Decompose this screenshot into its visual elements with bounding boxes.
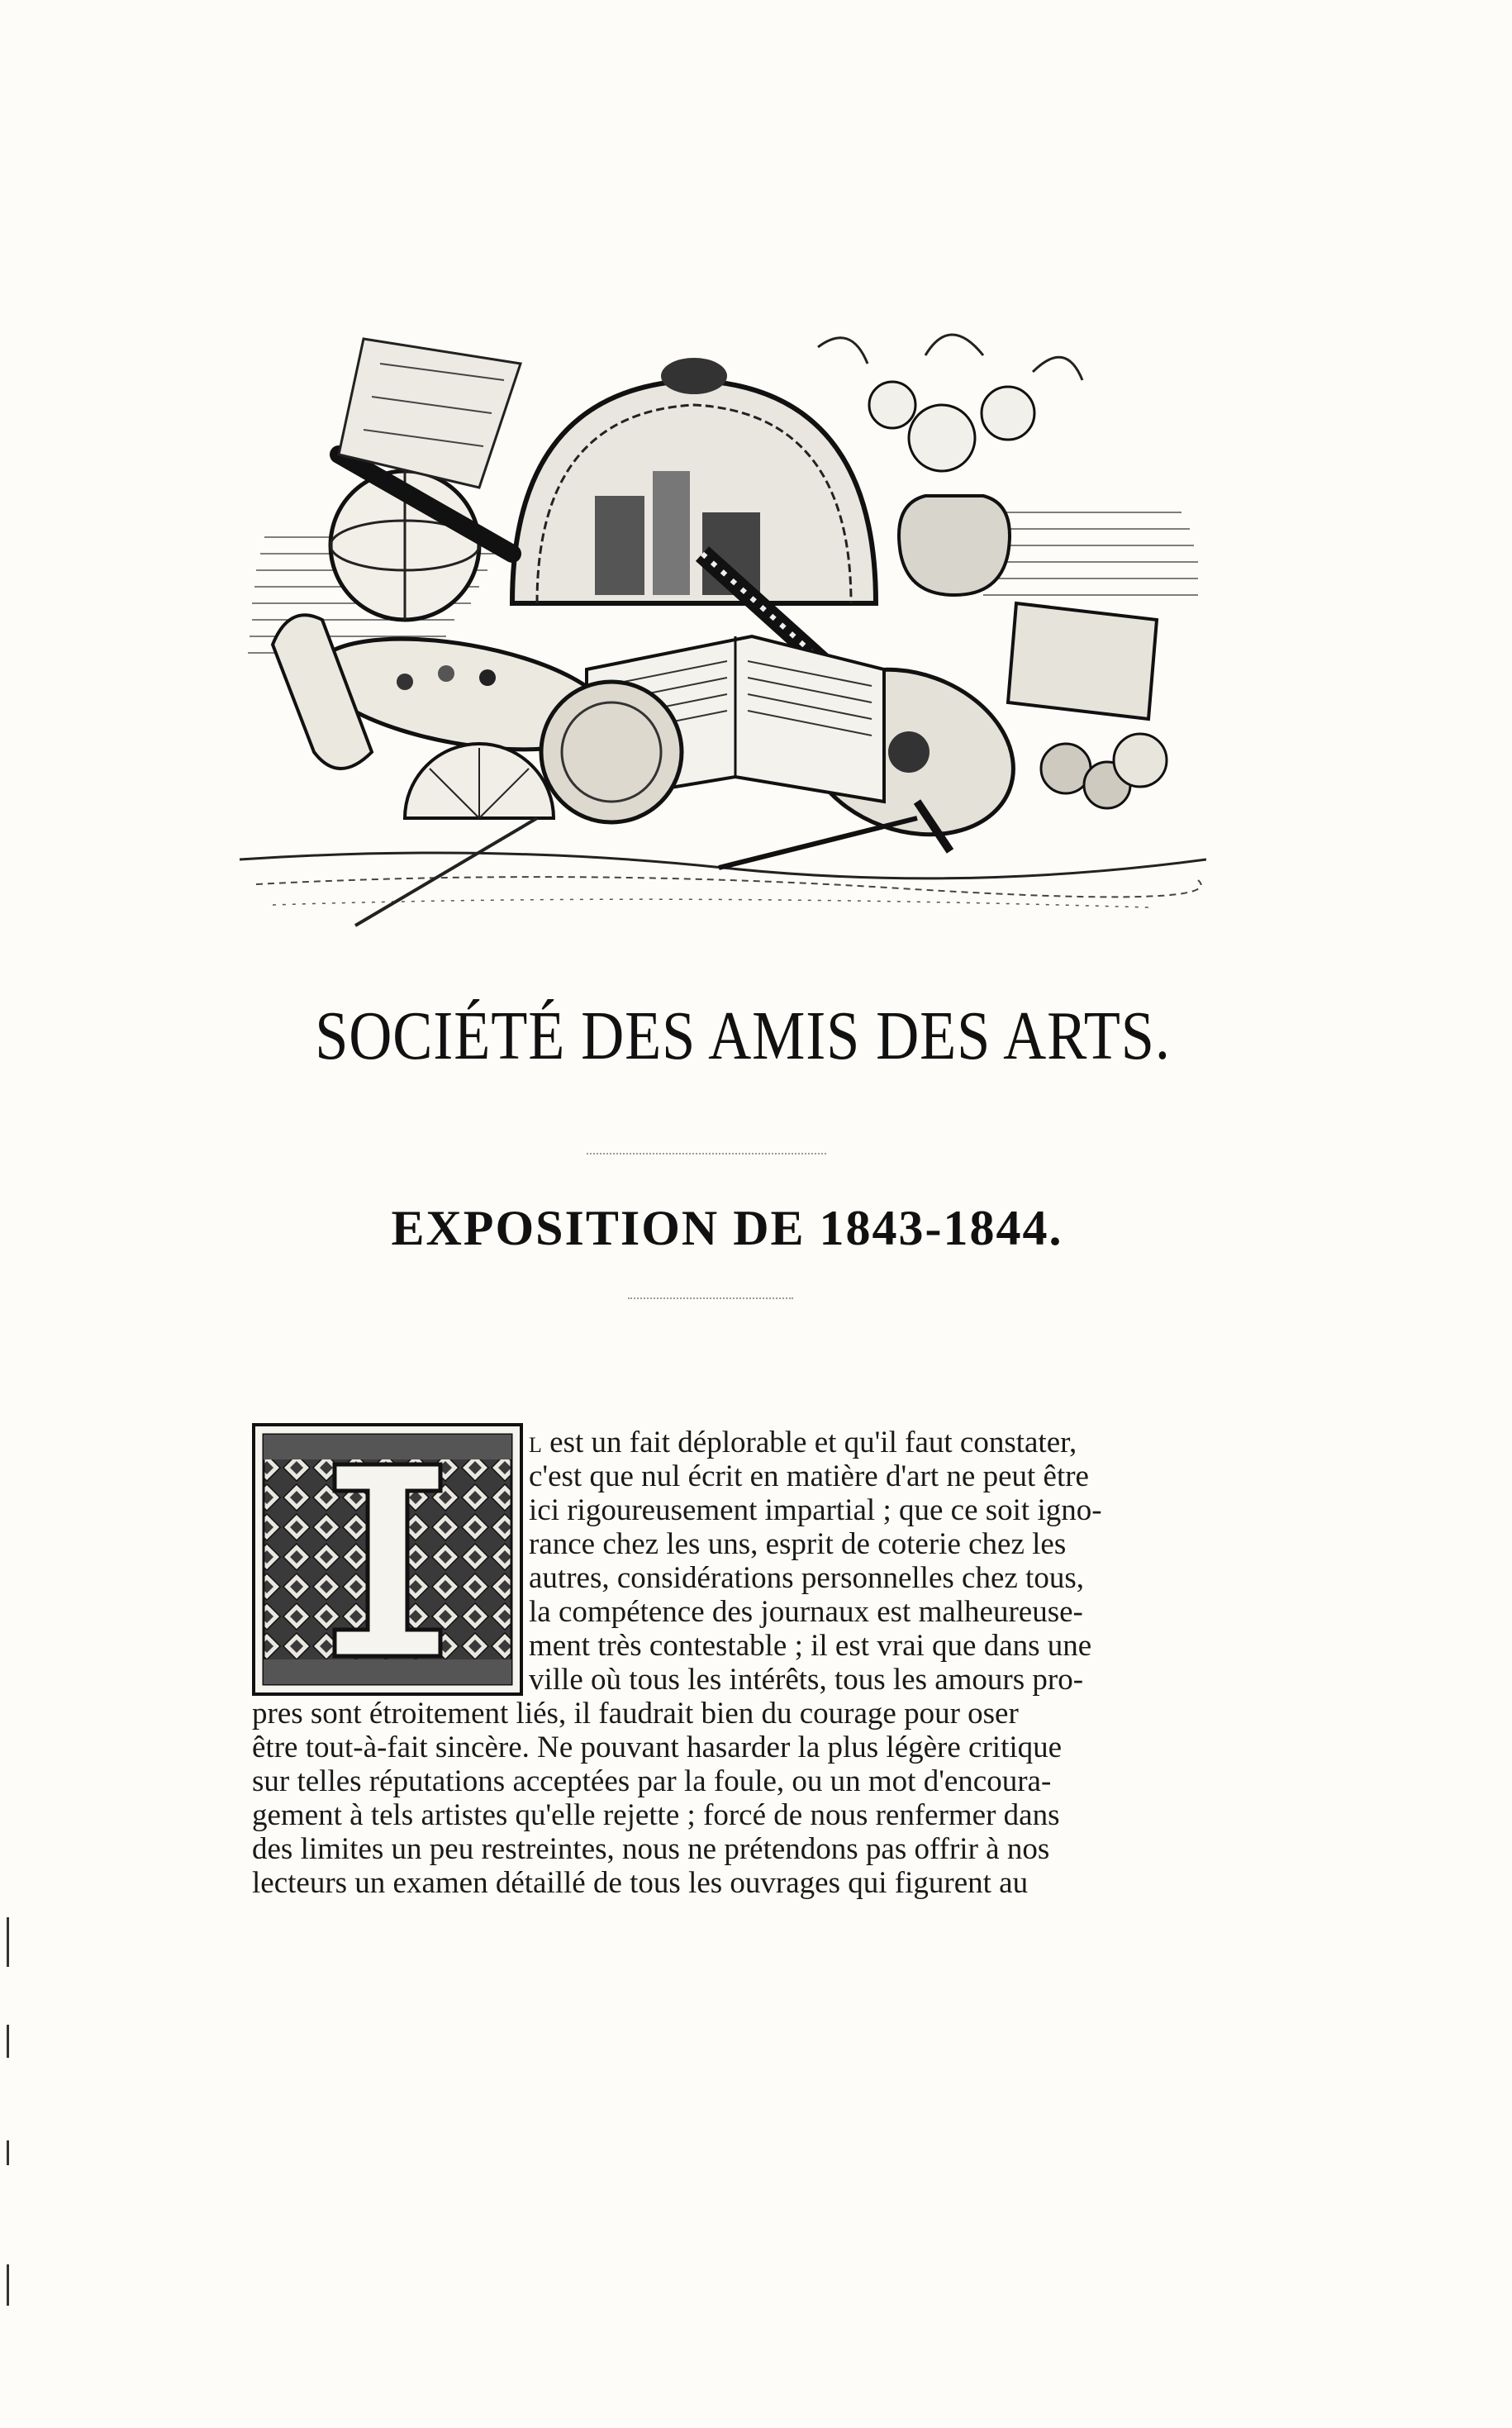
scan-artifact <box>7 2025 9 2058</box>
page-subtitle: EXPOSITION DE 1843-1844. <box>391 1201 1063 1255</box>
paragraph-line-14: lecteurs un examen détaillé de tous les ouvrages qui figurent au <box>252 1866 1029 1900</box>
paragraph-line-5: autres, considérations personnelles chez tous, <box>529 1561 1084 1595</box>
paragraph-line-7: ment très contestable ; il est vrai que dans une <box>529 1629 1092 1663</box>
page-title: SOCIÉTÉ DES AMIS DES ARTS. <box>315 997 1171 1074</box>
ornamental-drop-cap-icon <box>252 1423 523 1696</box>
title-divider <box>587 1153 826 1154</box>
scan-artifact <box>7 1917 9 1967</box>
first-word-rest: l <box>529 1426 542 1459</box>
paragraph-line-12: gement à tels artistes qu'elle rejette ; forcé de nous renfermer dans <box>252 1798 1060 1832</box>
scan-artifact <box>7 2140 9 2165</box>
subtitle-divider <box>628 1297 793 1299</box>
paragraph-line-11: sur telles réputations acceptées par la foule, ou un mot d'encoura- <box>252 1764 1052 1798</box>
paragraph-line-10: être tout-à-fait sincère. Ne pouvant hasarder la plus légère critique <box>252 1731 1063 1764</box>
paragraph-line-1 <box>529 1427 1077 1458</box>
paragraph-line-13: des limites un peu restreintes, nous ne prétendons pas offrir à nos <box>252 1832 1050 1866</box>
paragraph-line-4: rance chez les uns, esprit de coterie chez les <box>529 1527 1067 1561</box>
paragraph-line-6: la compétence des journaux est malheureuse- <box>529 1595 1083 1629</box>
still-life-arts-engraving-icon <box>240 289 1206 950</box>
paragraph-line-3: ici rigoureusement impartial ; que ce soit igno- <box>529 1493 1102 1527</box>
paragraph-line-8: ville où tous les intérêts, tous les amours pro- <box>529 1663 1084 1697</box>
paragraph-line-1-text: est un fait déplorable et qu'il faut constater, <box>549 1426 1077 1459</box>
paragraph-line-9: pres sont étroitement liés, il faudrait bien du courage pour oser <box>252 1697 1019 1731</box>
scan-artifact <box>7 2264 9 2306</box>
paragraph-line-2: c'est que nul écrit en matière d'art ne peut être <box>529 1459 1089 1493</box>
